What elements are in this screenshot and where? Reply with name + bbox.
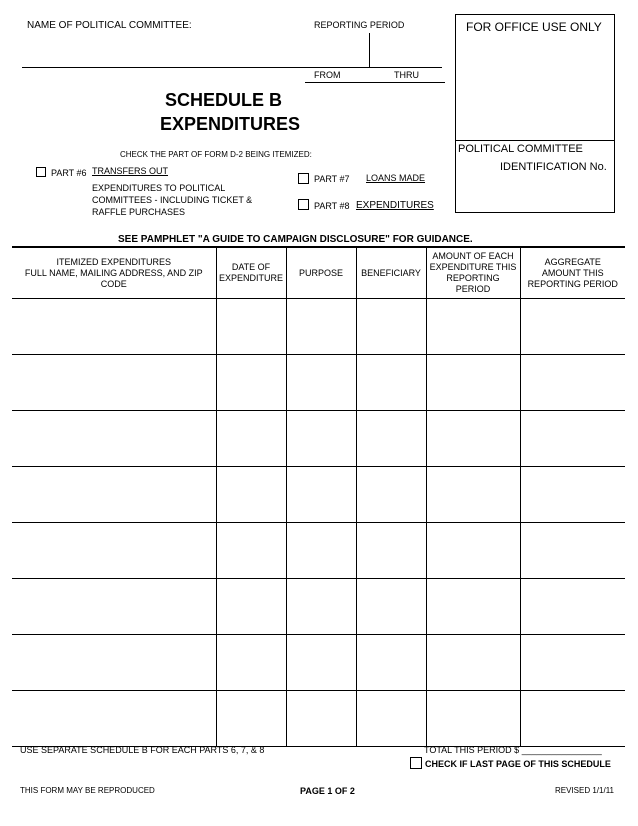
- part8-label: PART #8: [314, 201, 350, 211]
- col6-line1: AGGREGATE: [544, 256, 601, 267]
- table-row: [12, 299, 625, 355]
- amount-cell[interactable]: [426, 691, 520, 747]
- political-committee-label: POLITICAL COMMITTEE: [458, 143, 583, 155]
- col6-line3: REPORTING PERIOD: [527, 278, 618, 289]
- identification-label: IDENTIFICATION No.: [500, 161, 607, 173]
- amount-cell[interactable]: [426, 411, 520, 467]
- amount-cell[interactable]: [426, 523, 520, 579]
- purpose-cell[interactable]: [286, 411, 356, 467]
- itemized-cell[interactable]: [12, 299, 216, 355]
- part7-checkbox[interactable]: [298, 173, 309, 184]
- date-cell[interactable]: [216, 355, 286, 411]
- from-label: FROM: [314, 70, 341, 80]
- date-cell[interactable]: [216, 467, 286, 523]
- amount-cell[interactable]: [426, 635, 520, 691]
- office-use-label: FOR OFFICE USE ONLY: [466, 20, 602, 34]
- part6-label: PART #6: [51, 168, 87, 178]
- aggregate-cell[interactable]: [520, 579, 625, 635]
- col-aggregate-amount: [520, 247, 625, 299]
- separate-schedule-note: USE SEPARATE SCHEDULE B FOR EACH PARTS 6, 7, & 8: [20, 745, 265, 755]
- beneficiary-cell[interactable]: [356, 579, 426, 635]
- date-cell[interactable]: [216, 411, 286, 467]
- purpose-cell[interactable]: [286, 299, 356, 355]
- col-purpose: [286, 247, 356, 299]
- itemized-cell[interactable]: [12, 355, 216, 411]
- date-cell[interactable]: [216, 523, 286, 579]
- purpose-cell[interactable]: [286, 579, 356, 635]
- purpose-cell[interactable]: [286, 355, 356, 411]
- date-cell[interactable]: [216, 691, 286, 747]
- table-header-row: [12, 247, 625, 299]
- aggregate-cell[interactable]: [520, 467, 625, 523]
- col2-line1: DATE OF: [231, 262, 271, 272]
- part6-title: TRANSFERS OUT: [92, 166, 169, 176]
- last-page-checkbox[interactable]: [410, 757, 422, 769]
- col-date-of-expenditure: [216, 247, 286, 299]
- amount-cell[interactable]: [426, 467, 520, 523]
- part6-desc-line1: EXPENDITURES TO POLITICAL: [92, 183, 226, 193]
- date-cell[interactable]: [216, 579, 286, 635]
- itemized-cell[interactable]: [12, 691, 216, 747]
- col6-line2: AMOUNT THIS: [541, 267, 604, 278]
- col1-line1: ITEMIZED EXPENDITURES: [56, 256, 171, 267]
- aggregate-cell[interactable]: [520, 411, 625, 467]
- col-amount-each: [426, 247, 520, 299]
- col1-line2: FULL NAME, MAILING ADDRESS, AND ZIP: [24, 267, 203, 278]
- aggregate-cell[interactable]: [520, 299, 625, 355]
- purpose-cell[interactable]: [286, 691, 356, 747]
- table-row: [12, 523, 625, 579]
- parts-instruction: CHECK THE PART OF FORM D-2 BEING ITEMIZED:: [120, 150, 312, 159]
- part8-title: EXPENDITURES: [356, 200, 434, 211]
- col3-label: PURPOSE: [298, 267, 343, 278]
- thru-label: THRU: [394, 70, 419, 80]
- part7-label: PART #7: [314, 174, 350, 184]
- guidance-note: SEE PAMPHLET "A GUIDE TO CAMPAIGN DISCLOSURE" FOR GUIDANCE.: [118, 234, 473, 245]
- col1-line3: CODE: [100, 278, 127, 289]
- last-page-label: CHECK IF LAST PAGE OF THIS SCHEDULE: [425, 759, 611, 769]
- itemized-cell[interactable]: [12, 523, 216, 579]
- aggregate-cell[interactable]: [520, 355, 625, 411]
- amount-cell[interactable]: [426, 579, 520, 635]
- aggregate-cell[interactable]: [520, 523, 625, 579]
- page-number: PAGE 1 OF 2: [300, 786, 355, 796]
- col5-line1: AMOUNT OF EACH: [432, 251, 514, 261]
- beneficiary-cell[interactable]: [356, 635, 426, 691]
- date-cell[interactable]: [216, 635, 286, 691]
- purpose-cell[interactable]: [286, 523, 356, 579]
- amount-cell[interactable]: [426, 299, 520, 355]
- col-beneficiary: [356, 247, 426, 299]
- col5-line2: EXPENDITURE THIS: [429, 262, 517, 272]
- col5-line4: PERIOD: [455, 284, 491, 294]
- col4-label: BENEFICIARY: [361, 267, 421, 278]
- part6-desc-line2: COMMITTEES - INCLUDING TICKET &: [92, 195, 253, 205]
- part6-checkbox[interactable]: [36, 167, 46, 177]
- beneficiary-cell[interactable]: [356, 411, 426, 467]
- beneficiary-cell[interactable]: [356, 523, 426, 579]
- table-row: [12, 355, 625, 411]
- purpose-cell[interactable]: [286, 467, 356, 523]
- part8-checkbox[interactable]: [298, 199, 309, 210]
- office-use-box: [455, 14, 615, 213]
- table-row: [12, 691, 625, 747]
- table-row: [12, 467, 625, 523]
- beneficiary-cell[interactable]: [356, 355, 426, 411]
- beneficiary-cell[interactable]: [356, 467, 426, 523]
- table-row: [12, 579, 625, 635]
- reporting-period-divider: [369, 33, 370, 67]
- office-box-divider: [456, 140, 614, 141]
- amount-cell[interactable]: [426, 355, 520, 411]
- total-this-period[interactable]: TOTAL THIS PERIOD $ ________________: [424, 745, 602, 755]
- col-itemized-expenditures: [12, 247, 216, 299]
- aggregate-cell[interactable]: [520, 691, 625, 747]
- col2-line2: EXPENDITURE: [218, 273, 283, 283]
- period-underline: [305, 82, 445, 83]
- table-row: [12, 411, 625, 467]
- itemized-cell[interactable]: [12, 411, 216, 467]
- purpose-cell[interactable]: [286, 635, 356, 691]
- part7-title: LOANS MADE: [366, 173, 426, 183]
- beneficiary-cell[interactable]: [356, 299, 426, 355]
- reporting-period-label: REPORTING PERIOD: [314, 20, 405, 30]
- table-row: [12, 635, 625, 691]
- revised-date: REVISED 1/1/11: [555, 786, 614, 795]
- col5-line3: REPORTING: [446, 273, 500, 283]
- itemized-cell[interactable]: [12, 579, 216, 635]
- schedule-subtitle: EXPENDITURES: [160, 114, 301, 134]
- committee-name-label: NAME OF POLITICAL COMMITTEE:: [27, 20, 192, 31]
- expenditures-table: [12, 246, 625, 747]
- committee-name-line: [22, 67, 442, 68]
- beneficiary-cell[interactable]: [356, 691, 426, 747]
- reproduce-note: THIS FORM MAY BE REPRODUCED: [20, 786, 155, 795]
- aggregate-cell[interactable]: [520, 635, 625, 691]
- itemized-cell[interactable]: [12, 467, 216, 523]
- part6-desc-line3: RAFFLE PURCHASES: [92, 207, 186, 217]
- schedule-title: SCHEDULE B: [165, 90, 283, 110]
- itemized-cell[interactable]: [12, 635, 216, 691]
- date-cell[interactable]: [216, 299, 286, 355]
